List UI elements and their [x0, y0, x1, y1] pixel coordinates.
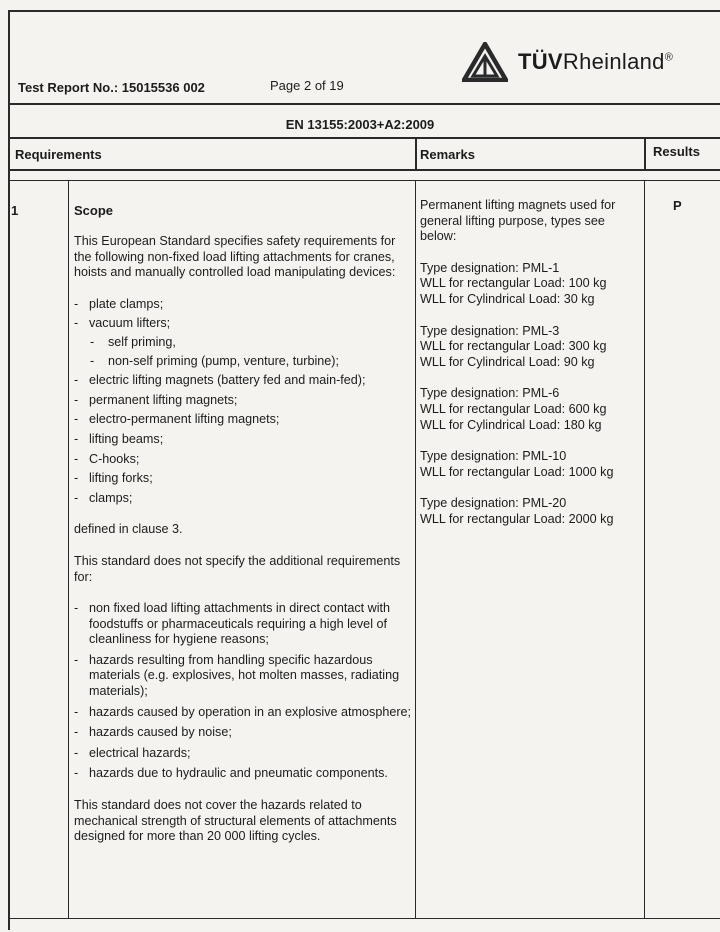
magnet-type-block — [420, 386, 640, 433]
list-item: - non fixed load lifting attachments in direct contact with foodstuffs or pharmaceuticals requiring a high level of cleanliness for hygiene reasons; — [74, 601, 414, 648]
attachment-list — [74, 297, 414, 507]
type-designation: Type designation: PML-20 — [420, 496, 567, 511]
list-item: - hazards caused by operation in an explosive atmosphere; — [74, 705, 414, 721]
remarks-column-divider — [415, 180, 416, 918]
header-divider — [8, 103, 720, 105]
wll-rectangular: WLL for rectangular Load: 600 kg — [420, 401, 607, 416]
requirements-text — [74, 234, 414, 861]
list-item: - self priming, — [90, 335, 414, 351]
type-designation: Type designation: PML-1 — [420, 260, 560, 275]
top-border — [8, 10, 720, 12]
exclusion-list — [74, 601, 414, 782]
list-item: - lifting forks; — [74, 471, 414, 487]
tuv-triangle-icon — [462, 42, 508, 82]
magnet-type-block — [420, 261, 640, 308]
list-item: - hazards caused by noise; — [74, 725, 414, 741]
logo-wordmark: TÜVRheinland® — [518, 49, 674, 74]
number-column-divider — [68, 180, 69, 918]
list-item: - clamps; — [74, 491, 414, 507]
wll-rectangular: WLL for rectangular Load: 300 kg — [420, 339, 607, 354]
list-item: - electric lifting magnets (battery fed and main-fed); — [74, 373, 414, 389]
results-column-header: Results — [653, 144, 700, 159]
tuv-logo — [462, 42, 673, 82]
report-number: Test Report No.: 15015536 002 — [18, 80, 205, 95]
wll-cylindrical: WLL for Cylindrical Load: 90 kg — [420, 354, 595, 369]
list-item: - electrical hazards; — [74, 746, 414, 762]
standard-divider — [8, 137, 720, 139]
section-number: 1 — [11, 203, 19, 218]
type-designation: Type designation: PML-10 — [420, 449, 567, 464]
magnet-type-block — [420, 496, 640, 527]
list-item: - hazards resulting from handling specific hazardous materials (e.g. explosives, hot molten masses, radiating materials); — [74, 653, 414, 700]
list-item: - permanent lifting magnets; — [74, 393, 414, 409]
scope-intro: This European Standard specifies safety requirements for the following non-fixed load lifting attachments for cranes, hoists and manually controlled load manipulating devices: — [74, 234, 396, 280]
remarks-column-header: Remarks — [420, 147, 475, 162]
magnet-type-block — [420, 449, 640, 480]
list-item: - lifting beams; — [74, 432, 414, 448]
page-number: Page 2 of 19 — [270, 78, 344, 93]
wll-rectangular: WLL for rectangular Load: 1000 kg — [420, 464, 614, 479]
list-item: - hazards due to hydraulic and pneumatic components. — [74, 766, 414, 782]
standard-title: EN 13155:2003+A2:2009 — [285, 117, 435, 132]
not-specify-text: This standard does not specify the additional requirements for: — [74, 553, 401, 584]
list-item: - non-self priming (pump, venture, turbine); — [90, 354, 414, 370]
section-result: P — [673, 198, 682, 213]
results-column-divider — [644, 180, 645, 918]
remarks-text — [420, 198, 640, 544]
wll-cylindrical: WLL for Cylindrical Load: 180 kg — [420, 417, 602, 432]
list-item: - plate clamps; — [74, 297, 414, 313]
table-bottom-border — [8, 918, 720, 919]
remarks-intro: Permanent lifting magnets used for general lifting purpose, types see below: — [420, 198, 616, 244]
requirements-column-header: Requirements — [15, 147, 102, 162]
list-item: - electro-permanent lifting magnets; — [74, 412, 414, 428]
wll-rectangular: WLL for rectangular Load: 2000 kg — [420, 511, 614, 526]
column-header-divider — [8, 169, 720, 171]
remarks-header-divider — [415, 137, 417, 170]
type-designation: Type designation: PML-3 — [420, 323, 560, 338]
list-item: - vacuum lifters; - self priming, - non-self priming (pump, venture, turbine); — [74, 316, 414, 369]
magnet-type-block — [420, 324, 640, 371]
vacuum-subtype-list — [90, 335, 414, 369]
defined-in-text: defined in clause 3. — [74, 522, 183, 537]
left-border — [8, 10, 10, 930]
type-designation: Type designation: PML-6 — [420, 386, 560, 401]
list-item: - C-hooks; — [74, 452, 414, 468]
results-header-divider — [644, 137, 646, 170]
closing-text: This standard does not cover the hazards related to mechanical strength of structural elements of attachments designed for more than 20 000 lifting cycles. — [74, 798, 397, 844]
section-title: Scope — [74, 203, 114, 218]
table-top-border — [8, 180, 720, 181]
wll-cylindrical: WLL for Cylindrical Load: 30 kg — [420, 291, 595, 306]
wll-rectangular: WLL for rectangular Load: 100 kg — [420, 276, 607, 291]
